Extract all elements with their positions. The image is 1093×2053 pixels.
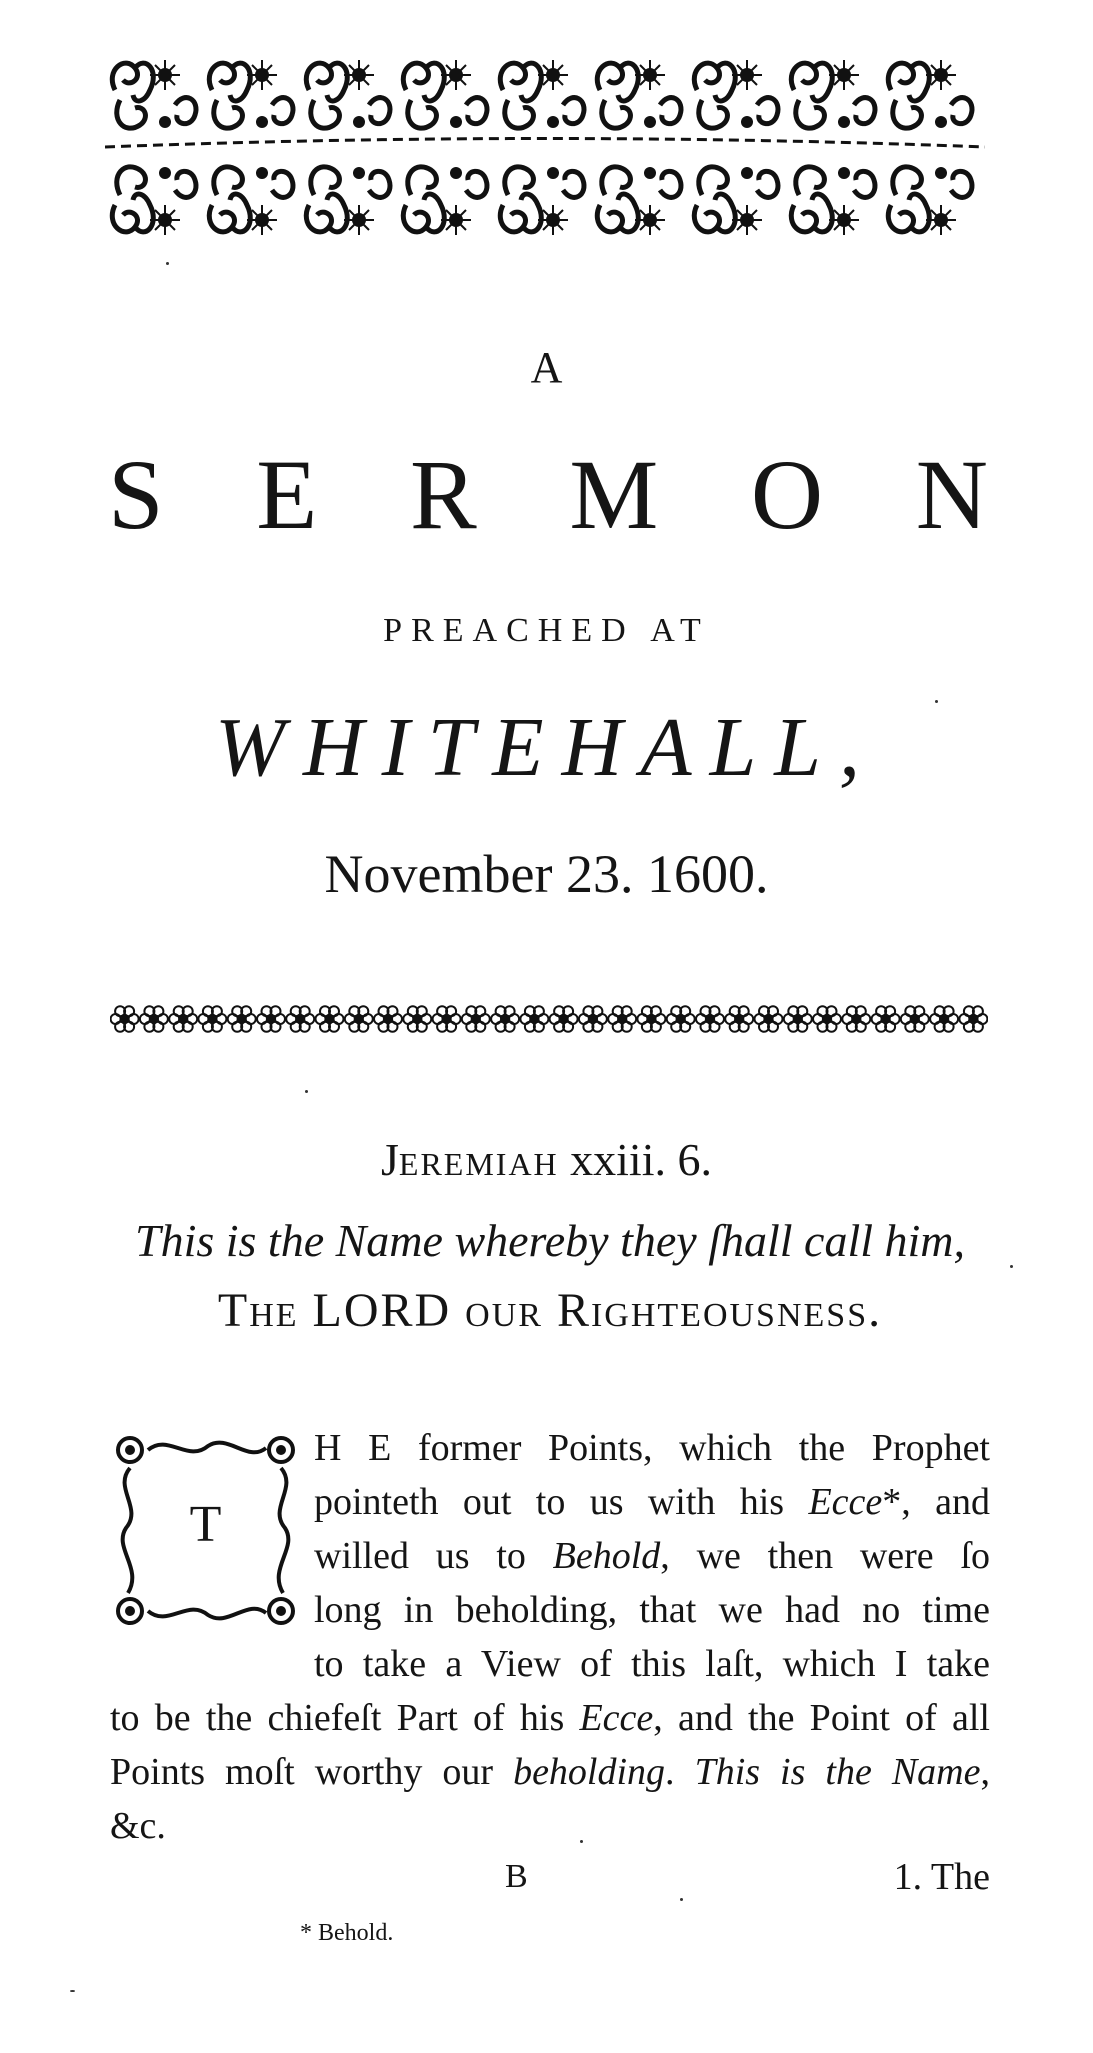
rosette-icon bbox=[608, 1006, 636, 1032]
rosette-icon bbox=[316, 1006, 344, 1032]
reference-chapter: xxiii. 6. bbox=[558, 1134, 712, 1185]
rosette-icon bbox=[930, 1006, 958, 1032]
place-heading: WHITEHALL, bbox=[214, 701, 879, 794]
preached-at-line: PREACHED AT bbox=[383, 612, 710, 649]
initial-letter: T bbox=[189, 1496, 222, 1553]
rosette-icon bbox=[784, 1006, 812, 1032]
verse-line-2: The LORD our Righteousness. bbox=[217, 1284, 883, 1337]
print-speck bbox=[680, 1898, 683, 1901]
scripture-reference bbox=[0, 1130, 1093, 1190]
footnote: * Behold. bbox=[300, 1920, 394, 1946]
body-line: pointeth out to us with his Ecce*, and bbox=[314, 1481, 990, 1523]
print-speck bbox=[1010, 1265, 1013, 1268]
rosette-icon bbox=[111, 1006, 139, 1032]
signature-mark: B bbox=[505, 1858, 528, 1895]
rosette-icon bbox=[169, 1006, 197, 1032]
rosette-icon bbox=[872, 1006, 900, 1032]
title-letter: R bbox=[410, 439, 477, 550]
rosette-icon bbox=[550, 1006, 578, 1032]
reference-initial: J bbox=[380, 1134, 399, 1185]
rosette-icon bbox=[286, 1006, 314, 1032]
rosette-icon bbox=[140, 1006, 168, 1032]
title-article: A bbox=[530, 343, 563, 392]
rosette-icon bbox=[696, 1006, 724, 1032]
body-line: to be the chiefeſt Part of his Ecce, and the Point of all bbox=[110, 1697, 990, 1739]
body-line: &c. bbox=[110, 1805, 166, 1847]
title-letter: S bbox=[108, 439, 164, 550]
title-letter: M bbox=[569, 439, 659, 550]
sermon-date: November 23. 1600. bbox=[324, 844, 769, 904]
rosette-icon bbox=[491, 1006, 519, 1032]
rosette-icon bbox=[667, 1006, 695, 1032]
rosette-icon bbox=[901, 1006, 929, 1032]
body-line: H E former Points, which the Prophet bbox=[314, 1427, 990, 1469]
reference-book: eremiah bbox=[398, 1134, 559, 1185]
rosette-icon bbox=[959, 1006, 987, 1032]
body-line: long in beholding, that we had no time bbox=[314, 1589, 990, 1631]
print-speck bbox=[935, 700, 938, 703]
rosette-icon bbox=[725, 1006, 753, 1032]
rosette-icon bbox=[433, 1006, 461, 1032]
print-speck bbox=[70, 1990, 75, 1992]
rosette-icon bbox=[520, 1006, 548, 1032]
rosette-icon bbox=[403, 1006, 431, 1032]
rosette-icon bbox=[345, 1006, 373, 1032]
rosette-icon bbox=[228, 1006, 256, 1032]
body-line: Points moſt worthy our beholding. This is the Name, bbox=[110, 1751, 990, 1793]
verse-line-1: This is the Name whereby they ſhall call him, bbox=[134, 1215, 966, 1266]
title-letter: O bbox=[750, 439, 824, 550]
title-sermon bbox=[108, 440, 988, 550]
print-speck bbox=[580, 1840, 583, 1843]
headpiece-ornament bbox=[105, 50, 985, 245]
rosette-icon bbox=[755, 1006, 783, 1032]
rosette-icon bbox=[374, 1006, 402, 1032]
body-line: to take a View of this laſt, which I take bbox=[314, 1643, 990, 1685]
print-speck bbox=[166, 262, 169, 265]
flower-rule-ornament bbox=[110, 1000, 988, 1038]
rosette-icon bbox=[842, 1006, 870, 1032]
rosette-icon bbox=[579, 1006, 607, 1032]
rosette-icon bbox=[637, 1006, 665, 1032]
rosette-icon bbox=[198, 1006, 226, 1032]
title-letter: N bbox=[915, 439, 988, 550]
body-line: willed us to Behold, we then were ſo bbox=[314, 1535, 991, 1577]
rosette-icon bbox=[462, 1006, 490, 1032]
print-speck bbox=[305, 1090, 308, 1093]
rosette-icon bbox=[813, 1006, 841, 1032]
decorated-initial bbox=[108, 1428, 303, 1633]
title-letter: E bbox=[256, 439, 318, 550]
catchword: 1. The bbox=[893, 1856, 990, 1898]
rosette-icon bbox=[257, 1006, 285, 1032]
